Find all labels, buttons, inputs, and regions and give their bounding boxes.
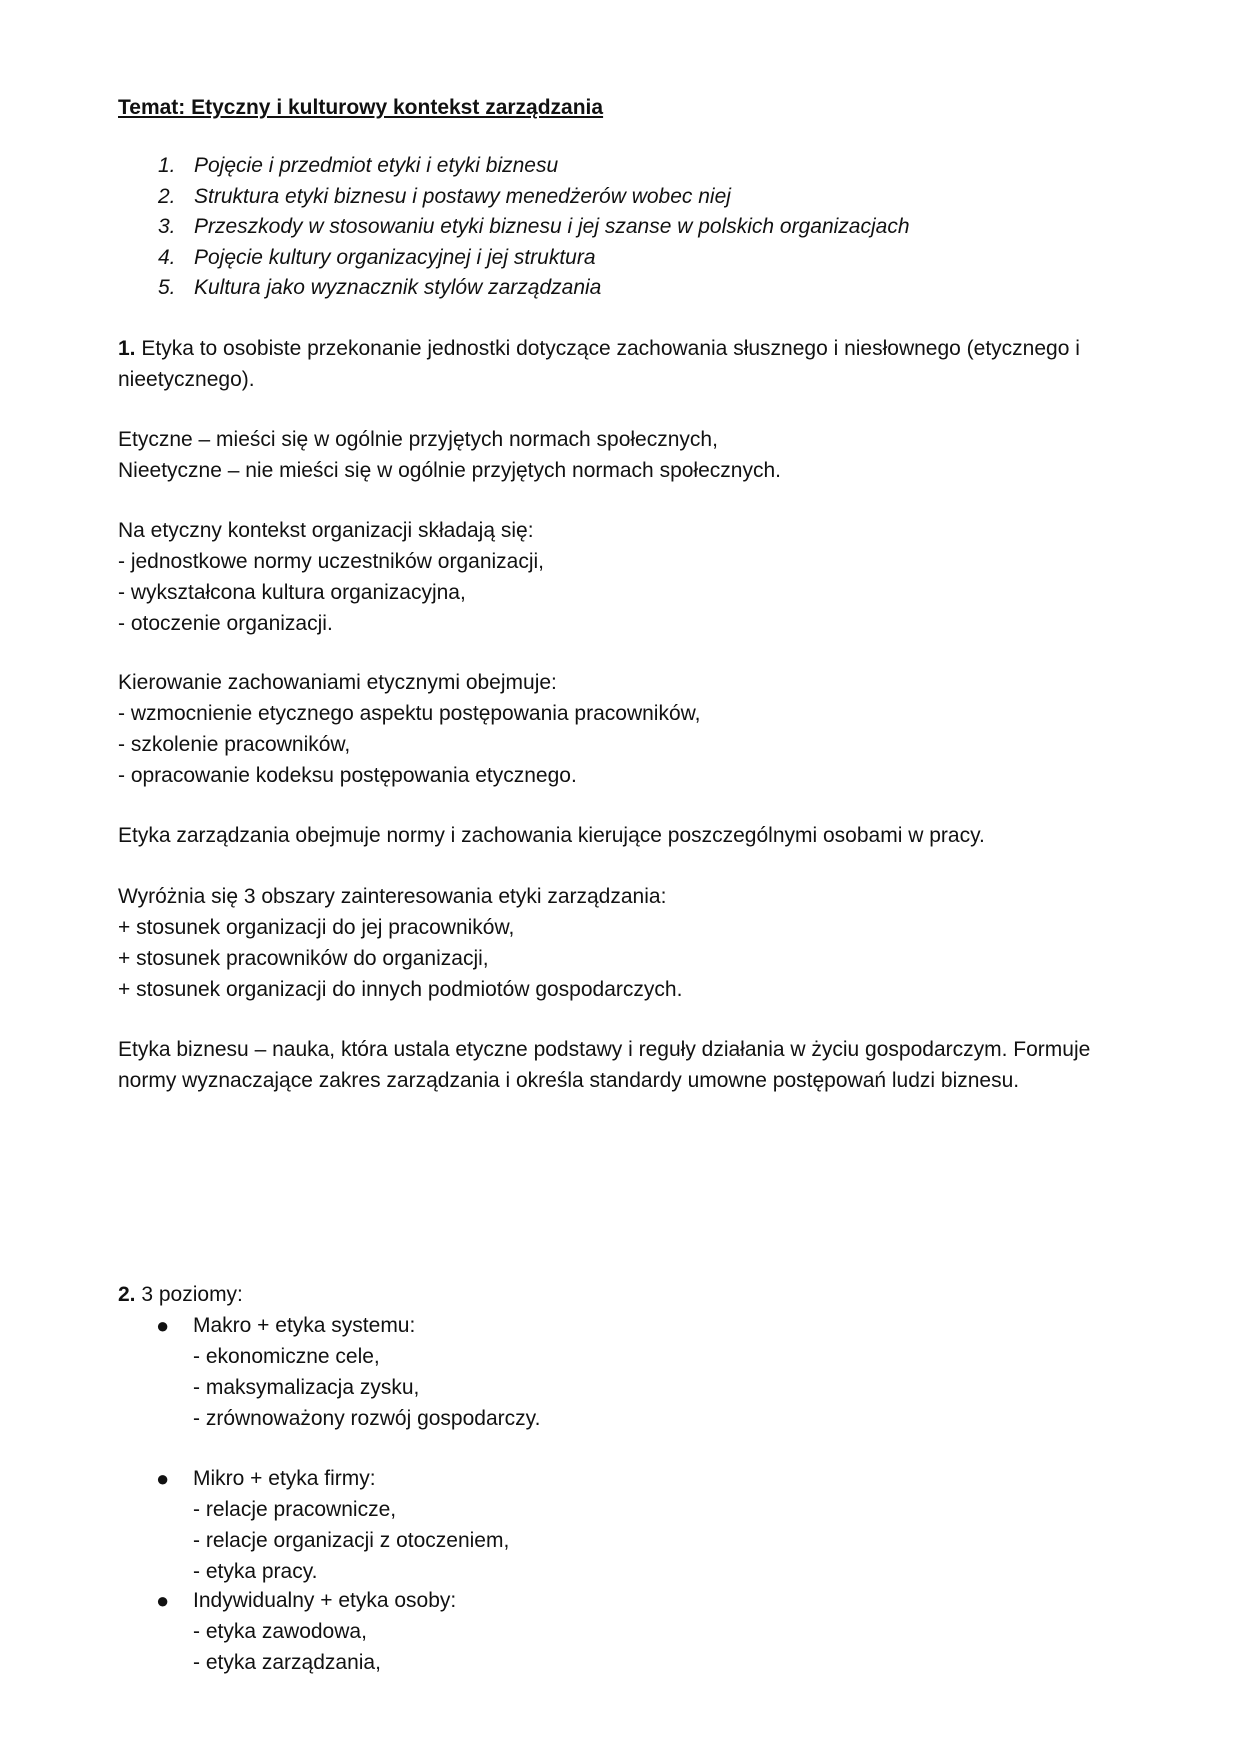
list-heading: Kierowanie zachowaniami etycznymi obejmuje: — [118, 671, 557, 694]
paragraph-text: Etyczne – mieści się w ogólnie przyjętych normach społecznych, — [118, 428, 718, 451]
list-item: - wykształcona kultura organizacyjna, — [118, 581, 466, 604]
ethical-behaviour-list — [118, 667, 1178, 791]
paragraph-text: 3 poziomy: — [135, 1283, 243, 1306]
level-label: Makro + etyka systemu: — [193, 1314, 416, 1337]
document-title: Temat: Etyczny i kulturowy kontekst zarządzania — [118, 96, 604, 119]
topic-text: Przeszkody w stosowaniu etyki biznesu i jej szanse w polskich organizacjach — [194, 215, 910, 238]
list-item: - etyka zarządzania, — [193, 1651, 381, 1674]
topic-text: Pojęcie kultury organizacyjnej i jej struktura — [194, 245, 596, 269]
paragraph-text: nieetycznego). — [118, 368, 255, 391]
topic-item — [158, 150, 910, 181]
bullet-icon: ● — [156, 1466, 170, 1491]
topic-text: Kultura jako wyznacznik stylów zarządzania — [194, 276, 602, 299]
topic-number: 1. — [158, 154, 176, 177]
bullet-icon: ● — [156, 1588, 170, 1613]
level-item-mikro — [118, 1463, 1118, 1587]
level-label: Indywidualny + etyka osoby: — [193, 1589, 457, 1612]
paragraph-text: Etyka zarządzania obejmuje normy i zachowania kierujące poszczególnymi osobami w pracy. — [118, 824, 985, 847]
topic-text: Pojęcie i przedmiot etyki i etyki biznesu — [194, 154, 559, 177]
topic-number: 4. — [158, 245, 176, 269]
section-number: 1. — [118, 337, 136, 360]
list-item: - opracowanie kodeksu postępowania etycznego. — [118, 764, 577, 787]
level-label: Mikro + etyka firmy: — [193, 1467, 376, 1490]
topic-number: 2. — [158, 184, 176, 208]
list-item: - relacje organizacji z otoczeniem, — [193, 1529, 510, 1552]
business-ethics-paragraph — [118, 1034, 1178, 1096]
topic-list — [158, 150, 910, 303]
topic-text: Struktura etyki biznesu i postawy menedżerów wobec niej — [194, 184, 731, 208]
list-item: - wzmocnienie etycznego aspektu postępowania pracowników, — [118, 702, 701, 725]
level-item-indywidualny — [118, 1585, 1118, 1678]
list-item: - otoczenie organizacji. — [118, 612, 333, 635]
section-1-intro — [118, 333, 1178, 395]
paragraph-text: Etyka biznesu – nauka, która ustala etyczne podstawy i reguły działania w życiu gospodarczym. Formuje — [118, 1038, 1091, 1061]
list-item: - zrównoważony rozwój gospodarczy. — [193, 1407, 541, 1430]
list-heading: Na etyczny kontekst organizacji składają się: — [118, 519, 534, 542]
topic-item — [158, 242, 910, 273]
section-2-heading — [118, 1279, 1178, 1310]
list-item: + stosunek pracowników do organizacji, — [118, 947, 489, 970]
list-item: - etyka pracy. — [193, 1560, 318, 1583]
list-item: - etyka zawodowa, — [193, 1620, 367, 1643]
level-item-makro — [118, 1310, 1118, 1434]
list-item: - jednostkowe normy uczestników organizacji, — [118, 550, 545, 573]
management-ethics-paragraph — [118, 820, 1178, 851]
list-item: + stosunek organizacji do innych podmiotów gospodarczych. — [118, 978, 683, 1001]
topic-item — [158, 272, 910, 303]
topic-item — [158, 211, 910, 242]
ethical-context-list — [118, 515, 1178, 639]
section-number: 2. — [118, 1283, 136, 1306]
topic-number: 5. — [158, 276, 176, 299]
topic-item — [158, 181, 910, 212]
paragraph-text: Etyka to osobiste przekonanie jednostki dotyczące zachowania słusznego i niesłownego (etycznego i — [135, 337, 1080, 360]
list-item: - szkolenie pracowników, — [118, 733, 351, 756]
ethics-areas-list — [118, 881, 1178, 1005]
list-item: + stosunek organizacji do jej pracowników, — [118, 916, 515, 939]
paragraph-text: Nieetyczne – nie mieści się w ogólnie przyjętych normach społecznych. — [118, 459, 781, 482]
list-item: - ekonomiczne cele, — [193, 1345, 380, 1368]
list-item: - maksymalizacja zysku, — [193, 1376, 420, 1399]
bullet-icon: ● — [156, 1313, 170, 1338]
definitions-paragraph — [118, 424, 1178, 486]
list-heading: Wyróżnia się 3 obszary zainteresowania etyki zarządzania: — [118, 885, 667, 908]
list-item: - relacje pracownicze, — [193, 1498, 397, 1521]
paragraph-text: normy wyznaczające zakres zarządzania i określa standardy umowne postępowań ludzi biznesu. — [118, 1069, 1020, 1092]
topic-number: 3. — [158, 215, 176, 238]
